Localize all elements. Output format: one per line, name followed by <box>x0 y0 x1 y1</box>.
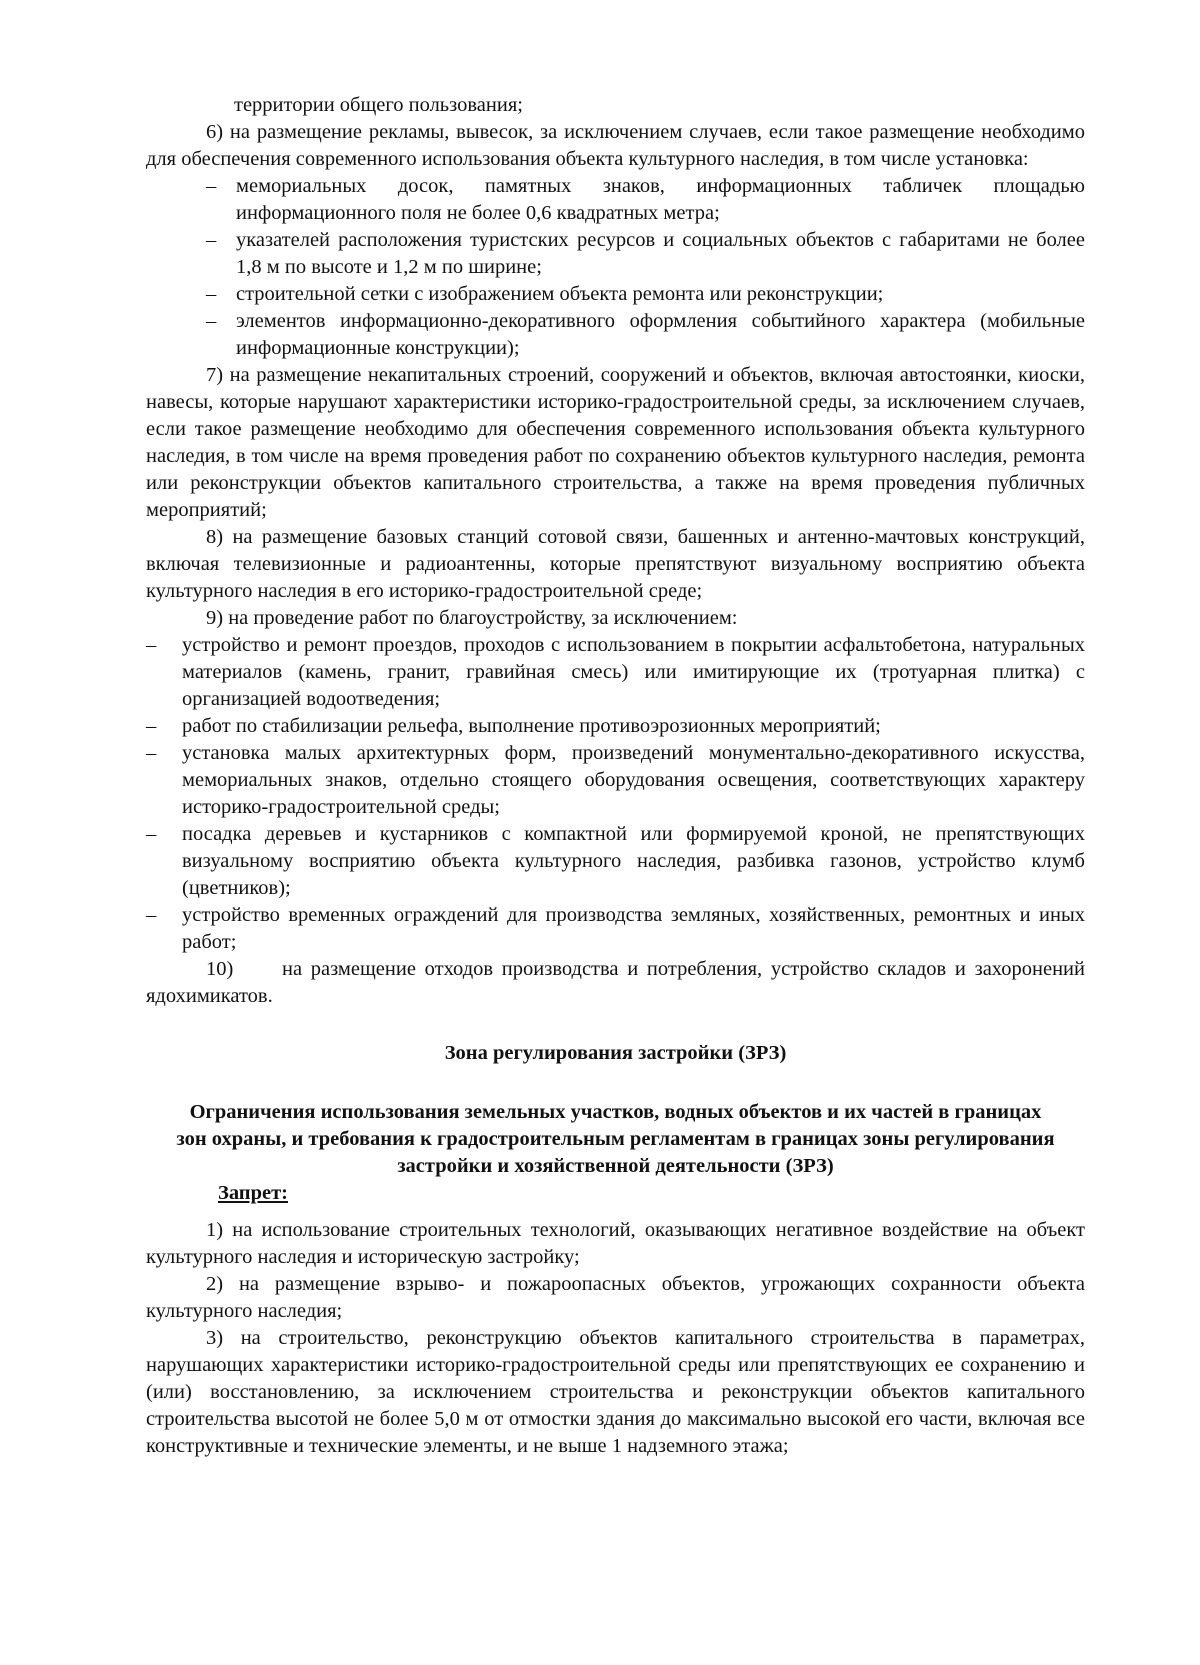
document-body <box>146 92 1085 1460</box>
list-item: – строительной сетки с изображением объекта ремонта или реконструкции; <box>206 281 1085 308</box>
dash-marker: – <box>206 310 217 332</box>
dash-marker: – <box>146 823 157 845</box>
paragraph-item-6: 6) на размещение рекламы, вывесок, за исключением случаев, если такое размещение необходимо для обеспечения современного использования объекта культурного наследия, в том числе установка: <box>146 121 1085 170</box>
paragraph-item-8: 8) на размещение базовых станций сотовой связи, башенных и антенно-мачтовых конструкций, включая телевизионные и радиоантенны, которые препятствуют визуальному восприятию объекта культурного наследия в его историко-градостроительной среде; <box>146 526 1085 602</box>
paragraph-item-7: 7) на размещение некапитальных строений, сооружений и объектов, включая автостоянки, киоски, навесы, которые нарушают характеристики историко-градостроительной среды, за исключением случаев, если такое размещение необходимо для обеспечения современного использования объекта культурного наследия, в том числе на время проведения работ по сохранению объектов культурного наследия, ремонта или реконструкции объектов капитального строительства, а также на время проведения публичных мероприятий; <box>146 364 1085 521</box>
paragraph-continuation: территории общего пользования; <box>234 94 523 116</box>
paragraph-item-9: 9) на проведение работ по благоустройству, за исключением: <box>206 607 738 629</box>
paragraph-z1: 1) на использование строительных технологий, оказывающих негативное воздействие на объект культурного наследия и историческую застройку; <box>146 1219 1085 1268</box>
list-item: – мемориальных досок, памятных знаков, информационных табличек площадью информационного поля не более 0,6 квадратных метра; <box>206 175 1085 224</box>
dash-marker: – <box>206 229 217 251</box>
item-number: 10) <box>206 958 234 980</box>
list-item-9-exceptions <box>146 632 1085 956</box>
paragraph-item-10: 10) на размещение отходов производства и потребления, устройство складов и захоронений ядохимикатов. <box>146 958 1085 1007</box>
list-item: – установка малых архитектурных форм, произведений монументально-декоративного искусства, мемориальных знаков, отдельно стоящего оборудования освещения, соответствующих характеру историко-градостроительной среды; <box>146 742 1085 818</box>
list-item: – указателей расположения туристских ресурсов и социальных объектов с габаритами не более 1,8 м по высоте и 1,2 м по ширине; <box>206 229 1085 278</box>
dash-marker: – <box>206 283 217 305</box>
restrictions-heading: Ограничения использования земельных участков, водных объектов и их частей в границах зон охраны, и требования к градостроительным регламентам в границах зоны регулирования застройки и хозяйственной деятельности (ЗРЗ) <box>176 1101 1055 1177</box>
dash-marker: – <box>146 742 157 764</box>
dash-marker: – <box>146 634 157 656</box>
list-item-6-subitems <box>206 173 1085 362</box>
dash-marker: – <box>146 715 157 737</box>
list-item: – элементов информационно-декоративного оформления событийного характера (мобильные информационные конструкции); <box>206 310 1085 359</box>
list-item: – устройство и ремонт проездов, проходов с использованием в покрытии асфальтобетона, натуральных материалов (камень, гранит, гравийная смесь) или имитирующие их (тротуарная плитка) с организацией водоотведения; <box>146 634 1085 710</box>
dash-marker: – <box>146 904 157 926</box>
zapret-label: Запрет: <box>218 1182 289 1204</box>
list-item: – посадка деревьев и кустарников с компактной или формируемой кроной, не препятствующих визуальному восприятию объекта культурного наследия, разбивка газонов, устройство клумб (цветников); <box>146 823 1085 899</box>
zone-heading: Зона регулирования застройки (ЗРЗ) <box>444 1042 787 1064</box>
paragraph-z2: 2) на размещение взрыво- и пожароопасных объектов, угрожающих сохранности объекта культурного наследия; <box>146 1273 1085 1322</box>
dash-marker: – <box>206 175 217 197</box>
paragraph-z3: 3) на строительство, реконструкцию объектов капитального строительства в параметрах, нарушающих характеристики историко-градостроительной среды или препятствующих ее сохранению и (или) восстановлению, за исключением строительства и реконструкции объектов капитального строительства высотой не более 5,0 м от отмостки здания до максимально высокой его части, включая все конструктивные и технические элементы, и не выше 1 надземного этажа; <box>146 1327 1085 1457</box>
list-item: – устройство временных ограждений для производства земляных, хозяйственных, ремонтных и иных работ; <box>146 904 1085 953</box>
list-item: – работ по стабилизации рельефа, выполнение противоэрозионных мероприятий; <box>146 713 1085 740</box>
